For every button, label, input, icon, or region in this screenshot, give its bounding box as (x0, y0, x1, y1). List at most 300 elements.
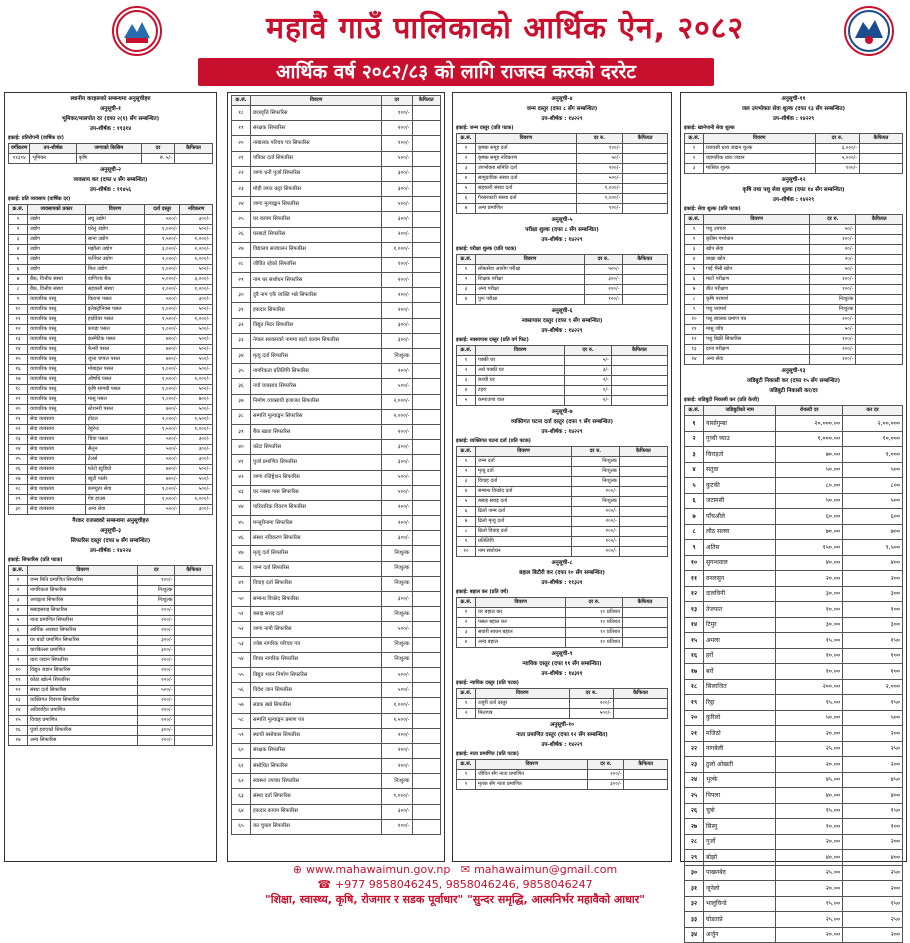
table-cell: १२ (685, 586, 704, 602)
table-row (457, 295, 668, 305)
table-cell (622, 295, 667, 305)
table-cell: ५००/- (145, 445, 180, 455)
table-row (232, 561, 441, 576)
phone-icon: ☎ (317, 878, 332, 891)
table-row (9, 676, 213, 686)
table-cell: ११ (9, 315, 28, 325)
table-cell: १५ (9, 355, 28, 365)
table-cell: कम्पाउण्ड वाल (476, 396, 565, 406)
table-cell: ७०.०० (776, 447, 843, 463)
table-cell: ४ (685, 255, 704, 265)
schedule-number: अनुसूची-११ (781, 96, 806, 102)
schedule-number: अनुसूची-८ (551, 560, 573, 566)
table-row (9, 385, 213, 395)
table-row (9, 445, 213, 455)
table-cell: दालचिनी (704, 586, 776, 602)
table-cell: १ (685, 225, 704, 235)
table-cell: ५०.०० (776, 493, 843, 509)
table-cell: २/- (565, 396, 611, 406)
table-cell: जग्गा धनी पुर्जा सिफारिस (251, 166, 382, 181)
table-cell: ३००/- (180, 455, 213, 465)
table-row (232, 349, 441, 364)
subheading-code: उप-शीर्षक : १४२२९ (541, 742, 583, 748)
column-header: वर्गीकरण (9, 144, 30, 154)
table-row (9, 606, 213, 616)
table-cell: उद्योग (28, 245, 86, 255)
table-cell: ५००/- (180, 475, 213, 485)
table-cell: यार्सागुम्बा (704, 416, 776, 432)
table-cell: जीवित रहेको सिफारिस (251, 257, 382, 272)
table-cell: दुवै नाम एकै व्यक्ति भन्ने सिफारिस (251, 288, 382, 303)
table-cell: जटामसी (704, 493, 776, 509)
table-row (232, 743, 441, 758)
table-cell: बाख्रा खोप (704, 255, 810, 265)
table-cell: ४४ (232, 500, 251, 515)
table-header-row (232, 96, 441, 106)
table-cell (412, 546, 440, 561)
table-cell: २०.०० (776, 571, 843, 587)
table-row (232, 819, 441, 834)
table-cell: १,०००/- (145, 485, 180, 495)
table-cell (175, 616, 213, 626)
table-cell: ७०० (843, 524, 903, 540)
table-row (685, 285, 903, 295)
table-cell: १४ (9, 345, 28, 355)
table-row (685, 617, 903, 633)
table-cell: ५००/- (180, 365, 213, 375)
column-header: दर रु. (565, 346, 611, 356)
table-cell: पशु उपचार (704, 225, 810, 235)
table-cell: अविवाहित प्रमाणित (28, 706, 138, 716)
table-cell: सिलाजित (704, 679, 776, 695)
table-cell: अन्य सेवा (704, 355, 810, 365)
table-cell: २०० (843, 571, 903, 587)
table-row (9, 285, 213, 295)
table-cell: ५००/- (180, 405, 213, 415)
table-cell: २००/- (382, 759, 412, 774)
table-cell: ५००/- (180, 265, 213, 275)
table-cell: २००/- (588, 770, 624, 780)
schedule-number: अनुसूची-१२ (781, 177, 806, 183)
table-cell (623, 194, 668, 204)
table-cell: निःशुल्क (382, 349, 412, 364)
table-cell: निःशुल्क (382, 637, 412, 652)
agri-service-fee-table (684, 214, 903, 365)
table-cell: सेवा व्यवसाय (28, 435, 86, 445)
table-header-row (9, 566, 213, 576)
table-cell: ५००/- (382, 470, 412, 485)
table-cell: ३९ (232, 424, 251, 439)
table-cell: निःशुल्क (572, 457, 620, 467)
table-row (685, 788, 903, 804)
table-cell: ५००/- (180, 385, 213, 395)
table-cell: २९ (9, 495, 28, 505)
table-cell: सेवा व्यवसाय (28, 495, 86, 505)
table-cell: पुर्जा हराएको सिफारिस (28, 726, 138, 736)
table-cell: २,००,००० (843, 416, 903, 432)
table-cell: ३ (457, 285, 476, 295)
table-cell: २ (457, 618, 476, 628)
column-header: क्र.सं. (685, 406, 704, 416)
table-cell (412, 500, 440, 515)
table-cell: पशु बिक्री सिफारिस (704, 335, 810, 345)
table-cell (619, 537, 667, 547)
column-header: दर रु. (588, 760, 624, 770)
table-row (232, 273, 441, 288)
table-cell: १५० (843, 695, 903, 711)
table-header-row (9, 144, 213, 154)
water-fee-table (684, 133, 903, 174)
table-cell: फेन्सी पसल (85, 345, 144, 355)
table-cell (412, 592, 440, 607)
table-cell: ५००/- (569, 709, 614, 719)
table-row (9, 505, 213, 515)
table-cell: कृषि सामग्री पसल (85, 385, 144, 395)
table-cell: २००/- (382, 728, 412, 743)
table-row (232, 592, 441, 607)
table-cell: ३००/- (138, 636, 175, 646)
table-cell: ५००/- (584, 265, 622, 275)
email-link[interactable]: mahawaimun@gmail.com (474, 863, 618, 876)
column-header: दर रु. (584, 255, 622, 265)
footer (0, 862, 910, 910)
table-cell: १,०००/- (180, 495, 213, 505)
table-row (9, 586, 213, 596)
table-cell: ८ (9, 285, 28, 295)
table-cell: २ (9, 225, 28, 235)
schedule-number: अनुसूची-१३ (781, 368, 806, 374)
table-cell: ५०.०० (776, 462, 843, 478)
table-cell: ५००/- (180, 465, 213, 475)
table-row (9, 646, 213, 656)
table-cell: मझौला उद्योग (85, 245, 144, 255)
table-cell (619, 477, 667, 487)
table-cell: उद्योग (28, 235, 86, 245)
table-cell: ३१ (232, 303, 251, 318)
table-cell: उद्योग (28, 255, 86, 265)
table-cell: अन्य सिफारिस (28, 736, 138, 746)
table-cell: ८०.०० (776, 478, 843, 494)
table-cell: २ (457, 275, 476, 285)
table-cell: ३/- (565, 366, 611, 376)
table-caption: इकाई: बहाल कर (प्रति वर्ष) (456, 589, 509, 595)
table-cell: ३००/- (382, 440, 412, 455)
table-cell: कुटकी (704, 478, 776, 494)
table-row (457, 547, 668, 557)
table-cell (412, 789, 440, 804)
table-cell: ३००/- (180, 295, 213, 305)
table-row (9, 415, 213, 425)
schedule-title: भूमिकर/मालपोत दर (दफा २(१) सँग सम्बन्धित) (61, 116, 160, 122)
table-row (457, 275, 668, 285)
subheading-code: उप-शीर्षक : ११३२१ (541, 580, 583, 586)
table-cell: अतिस (704, 540, 776, 556)
table-cell: २७ (685, 819, 704, 835)
table-cell: १,०००/- (145, 385, 180, 395)
table-row (232, 227, 441, 242)
table-cell (619, 507, 667, 517)
table-row (685, 325, 903, 335)
table-cell: ५००/- (180, 325, 213, 335)
table-cell: पशु स्वास्थ्य प्रमाण पत्र (704, 315, 810, 325)
table-cell: ५३ (232, 637, 251, 652)
table-cell: २९ (232, 273, 251, 288)
table-cell: पशु परामर्श (704, 305, 810, 315)
table-cell (860, 144, 903, 154)
table-cell: १,०००/- (382, 242, 412, 257)
subheading-code: उप-शीर्षक : १४२२९ (541, 429, 583, 435)
table-row (232, 546, 441, 561)
table-cell: ३,०००/- (180, 275, 213, 285)
table-cell: ५०/- (576, 154, 622, 164)
table-row (232, 455, 441, 470)
table-cell: ४५० (843, 772, 903, 788)
table-cell: सवारी साधन बहाल (476, 628, 566, 638)
municipality-logo-icon (844, 6, 894, 56)
table-row (457, 396, 668, 406)
column-4 (680, 92, 907, 939)
table-row (232, 728, 441, 743)
table-cell (611, 356, 667, 366)
table-cell: सहकारी संस्था (85, 285, 144, 295)
table-row (457, 497, 668, 507)
table-cell: व्यापारिक वस्तु (28, 345, 86, 355)
table-cell: १,०००.०० (776, 431, 843, 447)
table-row (685, 225, 903, 235)
table-cell: ४०.०० (776, 788, 843, 804)
table-cell: कृषि परामर्श (704, 295, 810, 305)
schedule-title: व्यक्तिगत घटना दर्ता दस्तुर (दफा ९ सँग सम्बन्धित) (510, 419, 614, 425)
table-row (9, 375, 213, 385)
table-row (232, 318, 441, 333)
column-header: दर रु. (566, 598, 623, 608)
nepal-emblem-icon (112, 6, 162, 56)
table-cell: जग्गा नापी सिफारिस (251, 622, 382, 637)
table-cell: ४ (685, 462, 704, 478)
table-cell: जन्म दर्ता सिफारिस (251, 561, 382, 576)
table-cell: ३ (457, 628, 476, 638)
table-cell: ३२ (685, 896, 704, 912)
table-cell: १००/- (810, 355, 856, 365)
column-header: विवरण (28, 566, 138, 576)
table-cell (175, 626, 213, 636)
table-row (685, 834, 903, 850)
table-cell (412, 394, 440, 409)
table-cell: ७ (457, 204, 476, 214)
table-cell (412, 819, 440, 834)
table-cell: कृषि (76, 154, 141, 164)
table-row (457, 144, 668, 154)
table-cell: जन्म दर्ता (476, 457, 572, 467)
table-cell (623, 184, 668, 194)
table-cell: २२ (9, 425, 28, 435)
table-cell: १२ (9, 686, 28, 696)
table-cell: ५ (457, 396, 476, 406)
table-row (232, 531, 441, 546)
table-cell: मृत्यु दर्ता सिफारिस (251, 349, 382, 364)
table-cell: ३००/- (382, 212, 412, 227)
table-cell (412, 728, 440, 743)
table-cell (856, 225, 903, 235)
table-row (685, 265, 903, 275)
column-header: विवरण (476, 598, 566, 608)
table-cell (412, 151, 440, 166)
table-cell (412, 667, 440, 682)
table-cell: सहकारी संस्था दर्ता (476, 184, 577, 194)
table-cell: १,०००/- (576, 194, 622, 204)
table-cell: १७ (685, 664, 704, 680)
table-cell: २००/- (138, 736, 175, 746)
column-header: विवरण (476, 447, 572, 457)
table-cell: १,०००/- (145, 325, 180, 335)
table-cell: कृषक समूह नविकरण (476, 154, 577, 164)
table-cell: ६०.०० (776, 509, 843, 525)
table-cell (412, 349, 440, 364)
table-cell: ५८ (232, 713, 251, 728)
table-cell: नागरिकता प्रतिलिपि सिफारिस (251, 364, 382, 379)
table-row (9, 465, 213, 475)
column-header: कैफियत (619, 447, 667, 457)
table-cell (412, 470, 440, 485)
website-link[interactable]: www.mahawaimun.gov.np (305, 863, 451, 876)
subheading-code: जडिबुटी निकासी कर/दर (769, 388, 818, 394)
schedule-number: अनुसूची-९ (551, 651, 573, 657)
table-row (232, 409, 441, 424)
table-cell: ५ (9, 255, 28, 265)
table-cell: २२ (232, 166, 251, 181)
table-row (9, 245, 213, 255)
table-cell: नेपाल सरकारको नाममा बाटो कायम सिफारिस (251, 333, 382, 348)
table-row (232, 212, 441, 227)
column-header: दर रु. (572, 447, 620, 457)
table-cell: निःशुल्क (138, 586, 175, 596)
table-row (9, 215, 213, 225)
table-cell (175, 676, 213, 686)
table-row (685, 819, 903, 835)
table-cell (175, 696, 213, 706)
table-cell (412, 424, 440, 439)
table-cell: निःशुल्क (382, 561, 412, 576)
table-cell: कच्ची घर (476, 376, 565, 386)
table-row (232, 424, 441, 439)
table-cell: पुर्जा प्रमाणित सिफारिस (251, 455, 382, 470)
table-cell: ३०.०० (776, 586, 843, 602)
table-cell: अन्य प्रमाणित (476, 204, 577, 214)
table-cell (619, 497, 667, 507)
table-cell: अपाङ्गता सिफारिस (28, 596, 138, 606)
table-cell: १००/- (576, 144, 622, 154)
table-row (9, 626, 213, 636)
table-header-row (685, 134, 903, 144)
column-header: जग्गाको किसिम (76, 144, 141, 154)
table-cell: अन्य बहाल (476, 638, 566, 648)
table-cell (623, 144, 668, 154)
table-cell: भुल्के (704, 772, 776, 788)
table-row (232, 121, 441, 136)
table-cell: मासु पसल (85, 395, 144, 405)
table-cell: व्यापारिक वस्तु (28, 395, 86, 405)
table-row (9, 405, 213, 415)
table-cell: २०.०० (776, 834, 843, 850)
column-header: क्र.सं. (9, 205, 28, 215)
column-header: जडिबुटीको नाम (704, 406, 776, 416)
table-cell: टेलर्स (85, 455, 144, 465)
table-cell: चिया पसल (85, 435, 144, 445)
column-header: क्र.सं. (232, 96, 251, 106)
table-cell: २०० (843, 726, 903, 742)
table-cell: १ (457, 457, 476, 467)
table-cell: १० प्रतिशत (566, 618, 623, 628)
table-cell: लोकसेवा आयोग परीक्षा (476, 265, 585, 275)
table-cell (860, 164, 903, 174)
column-header: कैफियत (622, 255, 667, 265)
table-cell: जग्गा मुल्याङ्कन सिफारिस (251, 197, 382, 212)
table-cell: संसोधित सिफारिस (251, 759, 382, 774)
table-cell: व्यापारिक वस्तु (28, 385, 86, 395)
table-cell: चुत्रो (704, 803, 776, 819)
table-row (685, 664, 903, 680)
table-cell (856, 305, 903, 315)
column-header: क्र.सं. (457, 134, 476, 144)
mail-icon: ✉ (460, 863, 471, 876)
table-cell: १० प्रतिशत (566, 638, 623, 648)
table-cell (412, 485, 440, 500)
table-cell: १००/- (810, 235, 856, 245)
table-cell: ५००/- (382, 485, 412, 500)
table-cell: निर्माण व्यवसायी इजाजत सिफारिस (251, 394, 382, 409)
table-cell: ५०० (843, 493, 903, 509)
table-cell: १ (457, 144, 476, 154)
table-cell (412, 333, 440, 348)
table-cell: ४ (457, 295, 476, 305)
column-header: कैफियत (860, 134, 903, 144)
table-cell: २६ (232, 227, 251, 242)
table-cell: ५०० (843, 710, 903, 726)
table-cell: १५.०० (776, 633, 843, 649)
table-row (232, 500, 441, 515)
table-cell: ५०० (843, 462, 903, 478)
table-cell: मासु जाँच (704, 325, 810, 335)
table-cell: ५५ (232, 667, 251, 682)
table-row (232, 485, 441, 500)
table-cell: संस्था नविकरण सिफारिस (251, 531, 382, 546)
table-cell (622, 265, 667, 275)
column-header: दर रु. (815, 134, 860, 144)
table-cell: जीवित सँग नाता प्रमाणित (476, 770, 588, 780)
table-cell: मोही लगत कट्टा सिफारिस (251, 181, 382, 196)
column-header: विवरण (476, 346, 565, 356)
column-header: क्र.सं. (685, 215, 704, 225)
table-cell: १५०.०० (776, 540, 843, 556)
table-cell: २००/- (572, 547, 620, 557)
table-cell: सुगन्धवाल (704, 555, 776, 571)
table-cell: ५ (685, 478, 704, 494)
column-header: कैफियत (614, 689, 668, 699)
table-row (9, 395, 213, 405)
page-title: महावै गाउँ पालिकाको आर्थिक ऐन, २०८२ (266, 11, 744, 46)
table-row (685, 144, 903, 154)
section-heading: स्थानीय करहरूको सम्बन्धमा अनुसूचीहरु (70, 96, 151, 102)
table-cell: ५००/- (382, 622, 412, 637)
table-cell: २००/- (382, 227, 412, 242)
column-header: क्र.सं. (457, 255, 476, 265)
table-cell (175, 686, 213, 696)
table-cell (614, 709, 668, 719)
table-cell: २ (685, 154, 704, 164)
column-2 (227, 92, 445, 862)
table-cell: १०० (843, 648, 903, 664)
column-header: कैफियत (623, 598, 668, 608)
